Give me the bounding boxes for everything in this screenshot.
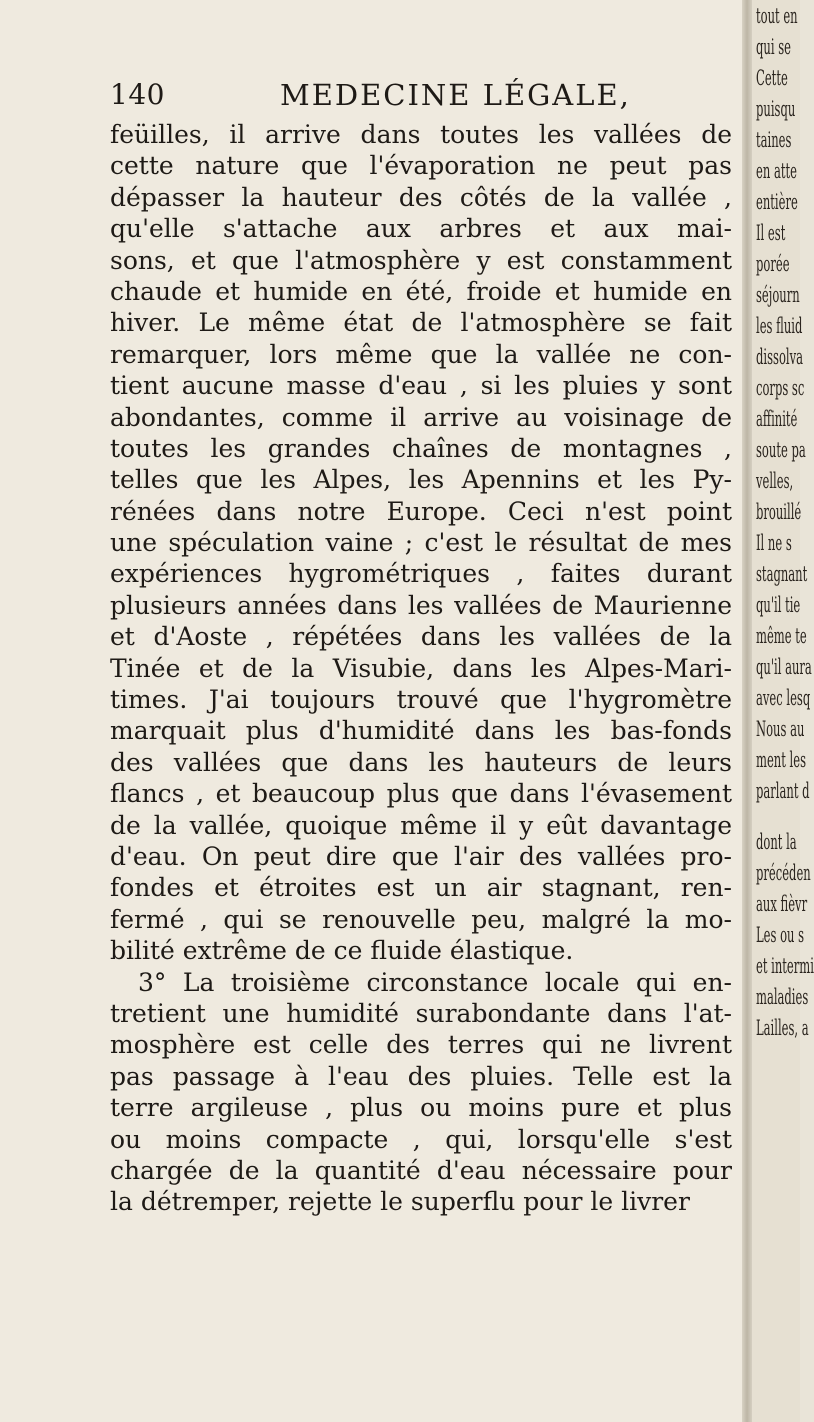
text-line: dépasser la hauteur des côtés de la vallée , (110, 182, 732, 212)
next-page-fragment: en atte (756, 159, 797, 183)
text-line: une spéculation vaine ; c'est le résultat de mes (110, 528, 732, 558)
next-page-fragment: et intermi (756, 954, 814, 978)
next-page-fragment: Nous au (756, 717, 805, 741)
body-text (110, 119, 732, 1218)
text-line: mosphère est celle des terres qui ne livrent (110, 1030, 732, 1060)
text-line: flancs , et beaucoup plus que dans l'évasement (110, 779, 732, 809)
text-line: abondantes, comme il arrive au voisinage de (110, 402, 732, 432)
next-page-fragment: les fluid (756, 314, 803, 338)
next-page-fragment: avec lesq (756, 686, 811, 710)
next-page-edge (752, 0, 814, 1422)
text-line: remarquer, lors même que la vallée ne con- (110, 339, 732, 369)
text-line: fondes et étroites est un air stagnant, ren- (110, 873, 732, 903)
text-line: sons, et que l'atmosphère y est constamment (110, 245, 732, 275)
text-line: ou moins compacte , qui, lorsqu'elle s'est (110, 1124, 732, 1154)
text-line: cette nature que l'évaporation ne peut pas (110, 151, 732, 181)
book-gutter (742, 0, 752, 1422)
next-page-fragment: séjourn (756, 283, 800, 307)
text-line: tretient une humidité surabondante dans l'at- (110, 998, 732, 1028)
text-line: et d'Aoste , répétées dans les vallées de la (110, 622, 732, 652)
text-line: terre argileuse , plus ou moins pure et plus (110, 1093, 732, 1123)
text-line: des vallées que dans les hauteurs de leurs (110, 747, 732, 777)
text-line: bilité extrême de ce fluide élastique. (110, 936, 574, 966)
text-line: chaude et humide en été, froide et humide en (110, 276, 732, 306)
next-page-fragment: entière (756, 190, 798, 214)
running-title: MEDECINE LÉGALE, (280, 78, 631, 112)
next-page-fragment: maladies (756, 985, 809, 1009)
next-page-fragment: précéden (756, 861, 811, 885)
text-line: de la vallée, quoique même il y eût davantage (110, 810, 732, 840)
text-line: Tinée et de la Visubie, dans les Alpes-Mari- (110, 653, 732, 683)
text-line: pas passage à l'eau des pluies. Telle est la (110, 1061, 732, 1091)
text-line: hiver. Le même état de l'atmosphère se fait (110, 308, 732, 338)
page-header (110, 78, 730, 118)
text-line: d'eau. On peut dire que l'air des vallées pro- (110, 841, 732, 871)
next-page-fragment: aux fièvr (756, 892, 808, 916)
text-line: plusieurs années dans les vallées de Maurienne (110, 590, 732, 620)
text-line: tient aucune masse d'eau , si les pluies y sont (110, 371, 732, 401)
next-page-fragment: affinité (756, 407, 798, 431)
text-line: fermé , qui se renouvelle peu, malgré la mo- (110, 904, 732, 934)
next-page-fragment: tout en (756, 4, 798, 28)
next-page-fragment: qu'il tie (756, 593, 801, 617)
next-page-fragment: brouillé (756, 500, 802, 524)
next-page-fragment: Lailles, a (756, 1016, 809, 1040)
next-page-fragment: taines (756, 128, 792, 152)
page-number: 140 (110, 78, 165, 111)
next-page-fragment: Il ne s (756, 531, 792, 555)
next-page-fragment: Les ou s (756, 923, 805, 947)
text-line: chargée de la quantité d'eau nécessaire pour (110, 1155, 732, 1185)
next-page-fragment: puisqu (756, 97, 796, 121)
text-line: expériences hygrométriques , faites durant (110, 559, 732, 589)
next-page-fragment: qui se (756, 35, 791, 59)
next-page-fragment: dissolva (756, 345, 804, 369)
next-page-fragment: ment les (756, 748, 806, 772)
next-page-fragment: porée (756, 252, 790, 276)
text-line: times. J'ai toujours trouvé que l'hygromètre (110, 685, 732, 715)
text-line: 3° La troisième circonstance locale qui en- (138, 967, 732, 997)
text-line: telles que les Alpes, les Apennins et les Py- (110, 465, 732, 495)
next-page-fragment: stagnant (756, 562, 808, 586)
next-page-fragment: dont la (756, 830, 797, 854)
next-page-fragment: qu'il aura (756, 655, 812, 679)
text-line: toutes les grandes chaînes de montagnes , (110, 433, 732, 463)
text-line: marquait plus d'humidité dans les bas-fonds (110, 716, 732, 746)
next-page-fragment: même te (756, 624, 807, 648)
next-page-fragment: corps sc (756, 376, 805, 400)
next-page-fragment: soute pa (756, 438, 806, 462)
text-line: la détremper, rejette le superflu pour le livrer (110, 1187, 690, 1217)
next-page-fragment: Cette (756, 66, 788, 90)
next-page-fragment: velles, (756, 469, 794, 493)
next-page-fragment: Il est (756, 221, 786, 245)
text-line: qu'elle s'attache aux arbres et aux mai- (110, 214, 732, 244)
next-page-fragment: parlant d (756, 779, 810, 803)
text-line: feüilles, il arrive dans toutes les vallées de (110, 120, 732, 149)
text-line: rénées dans notre Europe. Ceci n'est point (110, 496, 732, 526)
